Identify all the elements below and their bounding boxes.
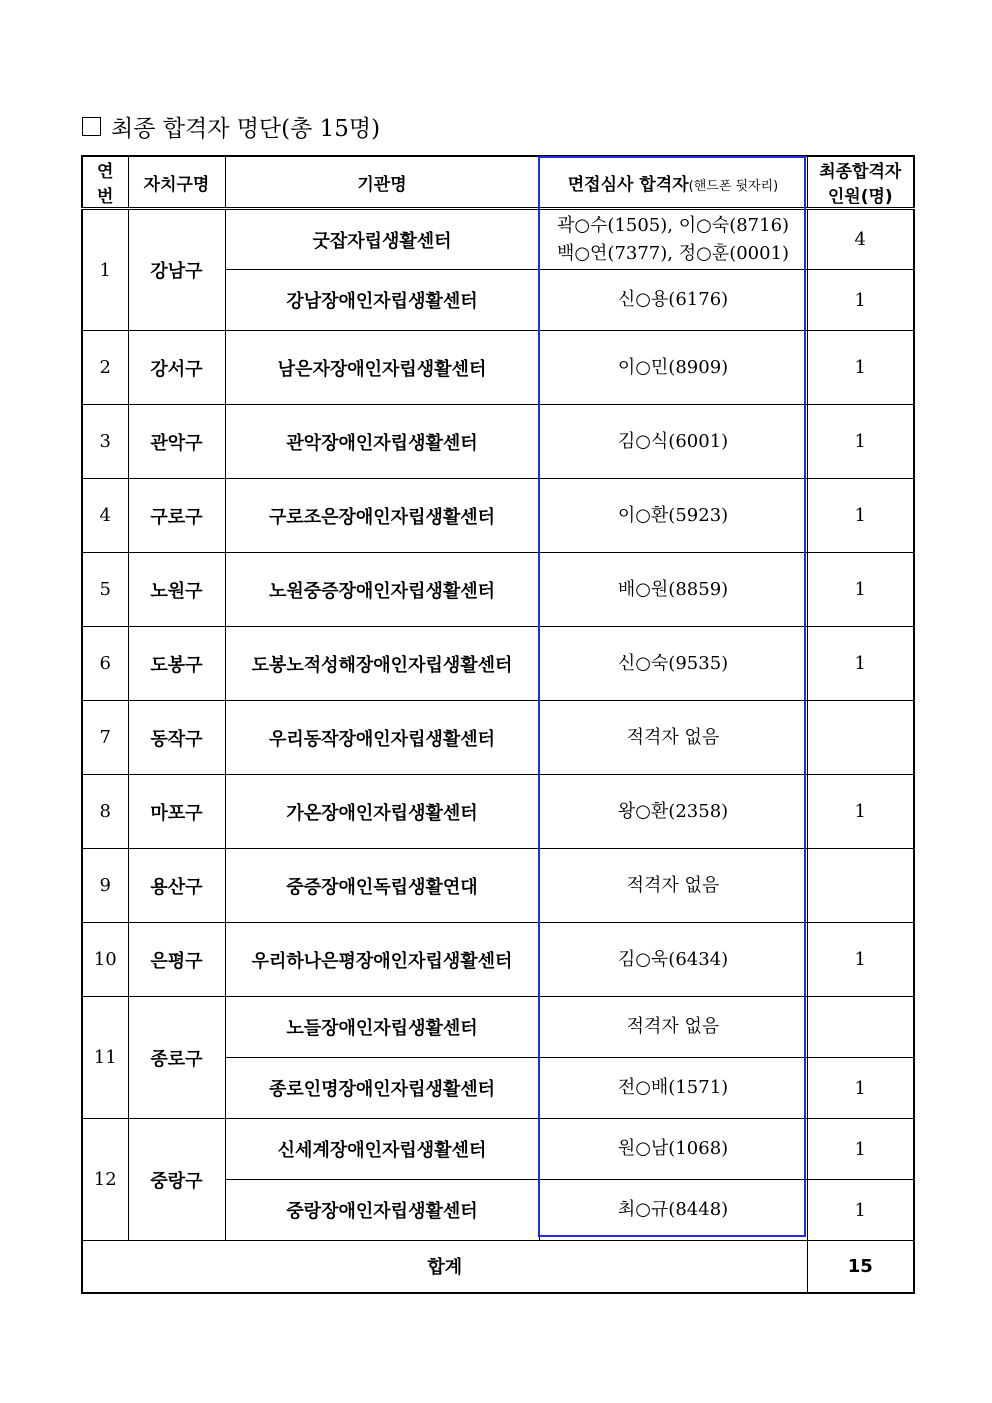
heading-text: 최종 합격자 명단(총 15명) <box>111 116 381 142</box>
row-institution: 남은자장애인자립생활센터 <box>225 331 539 405</box>
row-count: 1 <box>807 331 914 405</box>
header-passers <box>539 156 807 209</box>
passer-entry: 최○규(8448) <box>617 1199 729 1220</box>
row-passers <box>539 627 807 701</box>
header-district: 자치구명 <box>128 156 225 209</box>
row-no: 3 <box>82 405 128 479</box>
table-row <box>82 997 914 1058</box>
row-district: 마포구 <box>128 775 225 849</box>
table-row <box>82 209 914 270</box>
row-no: 8 <box>82 775 128 849</box>
row-institution: 중증장애인독립생활연대 <box>225 849 539 923</box>
row-passers <box>539 331 807 405</box>
header-institution: 기관명 <box>225 156 539 209</box>
table-row <box>82 923 914 997</box>
table-row <box>82 775 914 849</box>
header-no-line2: 번 <box>97 187 114 207</box>
row-district: 강서구 <box>128 331 225 405</box>
row-count: 1 <box>807 270 914 331</box>
row-no: 5 <box>82 553 128 627</box>
row-institution: 노원중증장애인자립생활센터 <box>225 553 539 627</box>
row-district: 강남구 <box>128 209 225 331</box>
row-count: 1 <box>807 1180 914 1241</box>
row-no: 11 <box>82 997 128 1119</box>
row-institution: 굿잡자립생활센터 <box>225 209 539 270</box>
row-no: 6 <box>82 627 128 701</box>
passer-entry: 신○숙(9535) <box>617 652 729 674</box>
row-district: 구로구 <box>128 479 225 553</box>
table-row <box>82 553 914 627</box>
table-row <box>82 627 914 701</box>
header-passers-sub: (핸드폰 뒷자리) <box>688 178 779 194</box>
row-passers <box>539 923 807 997</box>
row-institution: 도봉노적성해장애인자립생활센터 <box>225 627 539 701</box>
row-district: 동작구 <box>128 701 225 775</box>
header-passers-main: 면접심사 합격자 <box>567 174 689 195</box>
passer-entry: 신○용(6176) <box>617 289 729 310</box>
row-institution: 강남장애인자립생활센터 <box>225 270 539 331</box>
row-institution: 우리하나은평장애인자립생활센터 <box>225 923 539 997</box>
row-passers <box>539 270 807 331</box>
row-count: 1 <box>807 553 914 627</box>
row-passers <box>539 701 807 775</box>
row-passers <box>539 479 807 553</box>
row-institution: 종로인명장애인자립생활센터 <box>225 1058 539 1119</box>
row-count <box>807 849 914 923</box>
row-no: 12 <box>82 1119 128 1241</box>
row-institution: 신세계장애인자립생활센터 <box>225 1119 539 1180</box>
row-passers <box>539 1058 807 1119</box>
table-body <box>82 209 914 1241</box>
row-count: 1 <box>807 479 914 553</box>
row-district: 중랑구 <box>128 1119 225 1241</box>
passer-entry: 이○민(8909) <box>617 356 729 378</box>
row-no: 4 <box>82 479 128 553</box>
row-institution: 중랑장애인자립생활센터 <box>225 1180 539 1241</box>
row-passers <box>539 849 807 923</box>
passer-entry: 왕○환(2358) <box>617 800 729 822</box>
total-row <box>82 1241 914 1293</box>
row-institution: 구로조은장애인자립생활센터 <box>225 479 539 553</box>
passer-entry: 이○환(5923) <box>617 504 729 526</box>
row-passers <box>539 209 807 270</box>
table-row <box>82 331 914 405</box>
passer-entry: 곽○수(1505), 이○숙(8716) <box>556 214 790 236</box>
table-row <box>82 1119 914 1180</box>
row-count <box>807 997 914 1058</box>
row-count: 1 <box>807 405 914 479</box>
header-count <box>807 156 914 209</box>
row-no: 10 <box>82 923 128 997</box>
row-passers <box>539 1119 807 1180</box>
row-institution: 관악장애인자립생활센터 <box>225 405 539 479</box>
table-row <box>82 849 914 923</box>
passer-entry: 적격자 없음 <box>626 726 720 748</box>
row-district: 종로구 <box>128 997 225 1119</box>
row-count: 1 <box>807 775 914 849</box>
row-passers <box>539 775 807 849</box>
total-value: 15 <box>807 1241 914 1293</box>
table-row <box>82 405 914 479</box>
row-institution: 우리동작장애인자립생활센터 <box>225 701 539 775</box>
row-count: 1 <box>807 923 914 997</box>
row-passers <box>539 405 807 479</box>
row-no: 1 <box>82 209 128 331</box>
row-institution: 노들장애인자립생활센터 <box>225 997 539 1058</box>
row-passers <box>539 997 807 1058</box>
row-count: 4 <box>807 209 914 270</box>
table-row <box>82 701 914 775</box>
header-no <box>82 156 128 209</box>
row-institution: 가온장애인자립생활센터 <box>225 775 539 849</box>
passer-entry: 전○배(1571) <box>617 1077 729 1098</box>
row-no: 9 <box>82 849 128 923</box>
checkbox-square-icon <box>82 117 101 136</box>
finalist-table <box>81 155 915 1294</box>
row-count: 1 <box>807 627 914 701</box>
passer-entry: 적격자 없음 <box>626 1016 720 1037</box>
header-no-line1: 연 <box>97 162 114 182</box>
passer-entry: 김○욱(6434) <box>617 948 729 970</box>
row-district: 노원구 <box>128 553 225 627</box>
passer-entry: 백○연(7377), 정○훈(0001) <box>556 242 790 264</box>
row-passers <box>539 553 807 627</box>
passer-entry: 김○식(6001) <box>617 430 729 452</box>
passer-entry: 배○원(8859) <box>617 578 729 600</box>
row-no: 7 <box>82 701 128 775</box>
row-district: 은평구 <box>128 923 225 997</box>
row-district: 관악구 <box>128 405 225 479</box>
table-header-row <box>82 156 914 209</box>
table-row <box>82 479 914 553</box>
passer-entry: 적격자 없음 <box>626 874 720 896</box>
list-heading <box>82 110 380 143</box>
row-count: 1 <box>807 1119 914 1180</box>
row-count <box>807 701 914 775</box>
row-count: 1 <box>807 1058 914 1119</box>
row-district: 도봉구 <box>128 627 225 701</box>
passer-entry: 원○남(1068) <box>617 1138 729 1159</box>
total-label: 합계 <box>82 1241 807 1293</box>
row-passers <box>539 1180 807 1241</box>
row-no: 2 <box>82 331 128 405</box>
header-count-line2: 인원(명) <box>827 187 893 207</box>
row-district: 용산구 <box>128 849 225 923</box>
header-count-line1: 최종합격자 <box>819 162 902 182</box>
